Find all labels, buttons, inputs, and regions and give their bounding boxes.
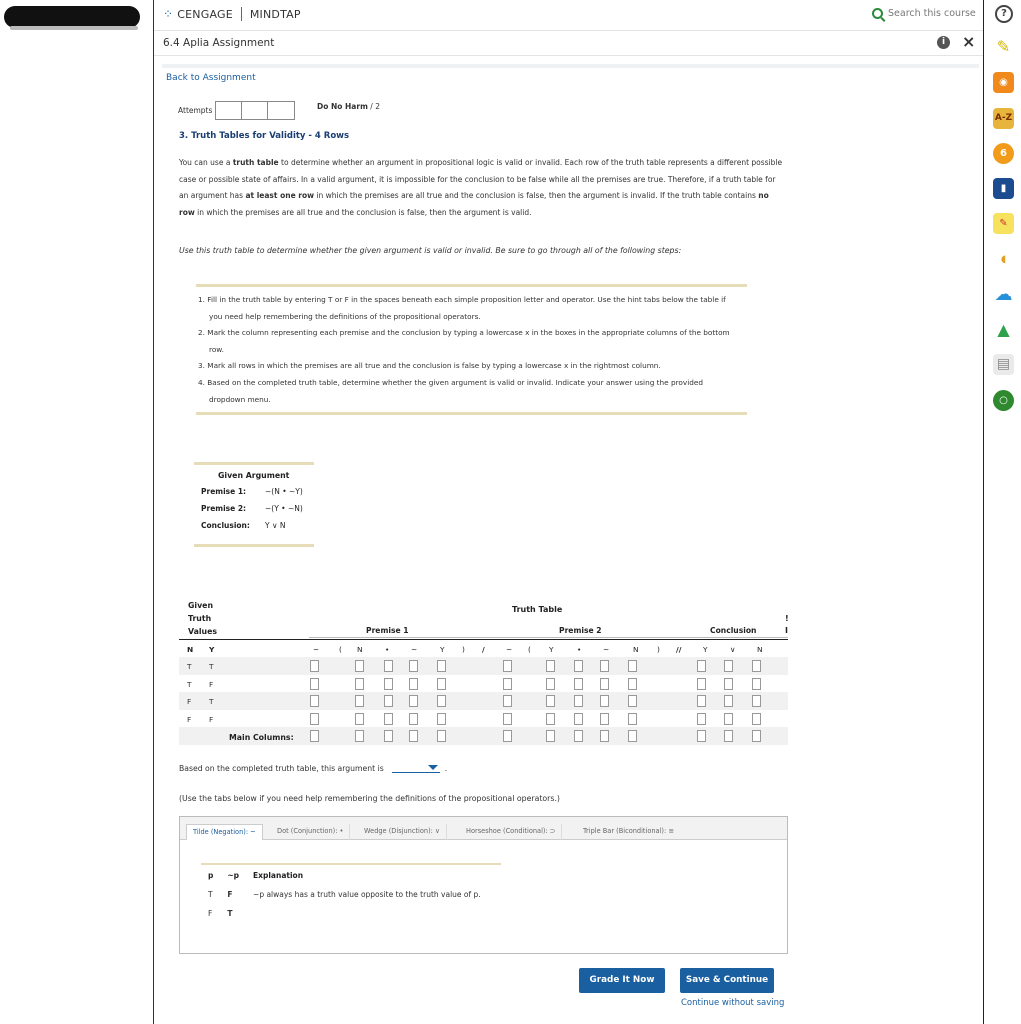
search-course[interactable]: [872, 8, 976, 19]
message-icon[interactable]: ▤: [993, 354, 1014, 375]
redacted-bar-shadow: [10, 26, 138, 30]
truth-value-input[interactable]: [409, 713, 418, 725]
hint-intro: (Use the tabs below if you need help remembering the definitions of the propositional operators.): [179, 794, 560, 803]
score-value: / 2: [370, 102, 380, 111]
truth-value-input[interactable]: [752, 678, 761, 690]
info-icon[interactable]: i: [937, 36, 950, 49]
answer-prompt: Based on the completed truth table, this argument is: [179, 763, 384, 773]
continue-without-saving-link[interactable]: Continue without saving: [681, 998, 785, 1008]
left-panel: [0, 0, 154, 1024]
brand-name: CENGAGE: [177, 7, 233, 21]
truth-value-input[interactable]: [503, 730, 512, 742]
operator-symbol: ∨: [730, 645, 736, 654]
operator-symbol: •: [385, 645, 390, 654]
logo-separator: [241, 7, 242, 21]
operator-symbol: N: [357, 645, 363, 654]
question-title: 3. Truth Tables for Validity - 4 Rows: [179, 131, 350, 141]
header-rule: [309, 637, 788, 638]
truth-value-input[interactable]: [437, 695, 446, 707]
truth-value-input[interactable]: [384, 695, 393, 707]
truth-value-input[interactable]: [355, 730, 364, 742]
given-truth-values-header: Given Truth Values: [188, 601, 218, 636]
truth-value-input[interactable]: [409, 695, 418, 707]
truth-value-input[interactable]: [437, 713, 446, 725]
operator-symbol: ): [657, 645, 660, 654]
assignment-content: [154, 68, 983, 1024]
grade-it-now-button[interactable]: Grade It Now: [579, 968, 665, 993]
truth-value-input[interactable]: [600, 730, 609, 742]
premise1-header: Premise 1: [366, 626, 409, 635]
truth-value-input[interactable]: [574, 730, 583, 742]
truth-value-input[interactable]: [600, 660, 609, 672]
attempts: [178, 101, 295, 120]
truth-value-input[interactable]: [724, 713, 733, 725]
truth-value-input[interactable]: [724, 678, 733, 690]
operator-symbol: (: [528, 645, 531, 654]
given-row: Conclusion: Y ∨ N: [201, 521, 286, 530]
right-edge-marks: ! I: [785, 614, 789, 635]
search-icon: [872, 8, 883, 19]
validity-dropdown[interactable]: [392, 763, 440, 773]
hint-tabs: [180, 817, 787, 840]
truth-value-input[interactable]: [384, 713, 393, 725]
truth-value-input[interactable]: [409, 660, 418, 672]
truth-value-input[interactable]: [600, 678, 609, 690]
assignment-title: 6.4 Aplia Assignment: [163, 37, 275, 49]
answer-line: [179, 763, 447, 773]
given-argument-heading: Given Argument: [218, 471, 290, 480]
truth-table-title: Truth Table: [512, 605, 563, 614]
step-item: 1. Fill in the truth table by entering T or F in the spaces beneath each simple proposition letter and operator. Use the hint tabs below the table if you need help remembering the definitions of the propositional operators.: [198, 295, 726, 321]
table-row: [179, 675, 788, 693]
truth-value-input[interactable]: [384, 678, 393, 690]
back-to-assignment-link[interactable]: Back to Assignment: [166, 73, 256, 83]
premise2-header: Premise 2: [559, 626, 602, 635]
app-dock: [983, 0, 1021, 1024]
truth-value-input[interactable]: [546, 695, 555, 707]
number-6-icon[interactable]: 6: [993, 143, 1014, 164]
hint-table: [201, 863, 501, 924]
tab-triple-bar[interactable]: Triple Bar (Biconditional): ≡: [583, 827, 674, 835]
truth-value-input[interactable]: [546, 660, 555, 672]
given-value-y: F: [209, 714, 214, 724]
answer-period: .: [444, 763, 448, 773]
truth-value-input[interactable]: [355, 660, 364, 672]
given-row: Premise 2: ~(Y • ~N): [201, 504, 303, 513]
truth-value-input[interactable]: [310, 713, 319, 725]
given-row: Premise 1: ~(N • ~Y): [201, 487, 303, 496]
truth-value-input[interactable]: [628, 730, 637, 742]
hint-row: T F ~p always has a truth value opposite to the truth value of p.: [208, 890, 481, 899]
circle-app-icon[interactable]: ○: [993, 390, 1014, 411]
truth-value-input[interactable]: [574, 713, 583, 725]
truth-value-input[interactable]: [546, 730, 555, 742]
truth-value-input[interactable]: [574, 678, 583, 690]
cengage-logo[interactable]: [163, 7, 301, 21]
given-argument: [194, 462, 314, 547]
score: [317, 102, 380, 111]
operator-symbol: •: [577, 645, 582, 654]
truth-value-input[interactable]: [724, 660, 733, 672]
truth-value-input[interactable]: [503, 713, 512, 725]
truth-value-input[interactable]: [310, 730, 319, 742]
step-item: 4. Based on the completed truth table, determine whether the given argument is valid or invalid. Indicate your answer using the provided dropdown menu.: [198, 377, 703, 404]
operator-symbol: ): [462, 645, 465, 654]
truth-value-input[interactable]: [503, 660, 512, 672]
truth-value-input[interactable]: [310, 660, 319, 672]
main-columns-row: [179, 727, 788, 745]
help-icon[interactable]: ?: [995, 5, 1013, 23]
truth-value-input[interactable]: [628, 678, 637, 690]
attempts-boxes: [215, 101, 295, 120]
truth-value-input[interactable]: [355, 678, 364, 690]
main-columns-label: Main Columns:: [229, 733, 294, 742]
assignment-title-bar: [154, 30, 983, 56]
audio-icon[interactable]: ◖: [993, 249, 1014, 270]
hint-col-not-p: ~p: [227, 871, 240, 880]
truth-value-input[interactable]: [355, 713, 364, 725]
operator-symbol: ~: [603, 645, 610, 654]
attempts-label: Attempts: [178, 106, 213, 115]
hint-row: F T: [208, 909, 233, 918]
operator-symbol: Y: [440, 645, 445, 654]
truth-value-input[interactable]: [574, 695, 583, 707]
operator-symbol: N: [757, 645, 763, 654]
truth-value-input[interactable]: [546, 713, 555, 725]
save-continue-button[interactable]: Save & Continue: [680, 968, 774, 993]
truth-value-input[interactable]: [437, 730, 446, 742]
truth-value-input[interactable]: [600, 713, 609, 725]
operator-symbol: ~: [411, 645, 418, 654]
operator-symbol: Y: [549, 645, 554, 654]
table-row: [179, 657, 788, 675]
truth-value-input[interactable]: [546, 678, 555, 690]
hint-col-explanation: Explanation: [253, 871, 304, 880]
given-value-n: F: [187, 697, 192, 706]
hint-col-p: p: [208, 871, 214, 880]
truth-value-input[interactable]: [752, 695, 761, 707]
instruction: Use this truth table to determine whether the given argument is valid or invalid. Be sure to go through all of the following steps:: [179, 246, 682, 255]
truth-value-input[interactable]: [503, 678, 512, 690]
truth-value-input[interactable]: [355, 695, 364, 707]
truth-value-input[interactable]: [697, 713, 706, 725]
truth-value-input[interactable]: [600, 695, 609, 707]
var-header-n: N: [187, 645, 194, 654]
symbol-row: [179, 639, 788, 657]
truth-value-input[interactable]: [310, 695, 319, 707]
hint-tab-panel: [179, 816, 788, 954]
drive-icon[interactable]: ▲: [993, 319, 1014, 340]
attempt-box: [216, 102, 242, 119]
truth-value-input[interactable]: [724, 695, 733, 707]
cengage-dots-icon: ⁘: [163, 7, 174, 21]
operator-symbol: ~: [313, 645, 320, 654]
tab-dot[interactable]: Dot (Conjunction): •: [271, 824, 350, 840]
truth-value-input[interactable]: [697, 660, 706, 672]
given-value-y: T: [209, 697, 214, 706]
cloud-icon[interactable]: ☁: [994, 284, 1013, 305]
book-icon[interactable]: ▮: [993, 178, 1014, 199]
given-value-n: T: [187, 662, 192, 671]
a-z-icon[interactable]: A-Z: [993, 108, 1014, 129]
truth-value-input[interactable]: [409, 678, 418, 690]
top-bar: [154, 0, 983, 30]
notes-icon[interactable]: ✎: [993, 213, 1014, 234]
close-icon[interactable]: ×: [962, 32, 976, 51]
given-value-y: T: [209, 662, 214, 671]
truth-value-input[interactable]: [628, 695, 637, 707]
truth-value-input[interactable]: [384, 660, 393, 672]
operator-symbol: /: [482, 645, 485, 654]
product-name: MINDTAP: [249, 7, 301, 21]
given-value-y: F: [209, 679, 214, 689]
truth-value-input[interactable]: [697, 730, 706, 742]
truth-value-input[interactable]: [384, 730, 393, 742]
redacted-bar: [4, 6, 140, 28]
truth-value-input[interactable]: [697, 695, 706, 707]
rss-icon[interactable]: ◉: [993, 72, 1014, 93]
truth-value-input[interactable]: [697, 678, 706, 690]
step-item: 2. Mark the column representing each premise and the conclusion by typing a lowercase x in the boxes in the appropriate columns of the bottom row.: [198, 328, 730, 354]
operator-symbol: N: [633, 645, 639, 654]
truth-value-input[interactable]: [574, 660, 583, 672]
truth-value-input[interactable]: [724, 730, 733, 742]
operator-symbol: //: [676, 645, 682, 654]
table-row: [179, 710, 788, 728]
given-value-n: F: [187, 714, 192, 724]
tab-tilde[interactable]: Tilde (Negation): ~: [186, 824, 263, 840]
steps-list: [196, 284, 747, 415]
attempt-box: [242, 102, 268, 119]
score-label: Do No Harm: [317, 102, 368, 111]
operator-symbol: Y: [703, 645, 708, 654]
attempt-box: [268, 102, 294, 119]
truth-value-input[interactable]: [752, 730, 761, 742]
tab-wedge[interactable]: Wedge (Disjunction): ∨: [358, 824, 447, 840]
truth-value-input[interactable]: [752, 660, 761, 672]
operator-symbol: (: [339, 645, 342, 654]
given-value-n: T: [187, 679, 192, 689]
truth-value-input[interactable]: [628, 660, 637, 672]
intro-paragraph: You can use a truth table to determine whether an argument in propositional logic is valid or invalid. Each row of the truth table represents a different possible case or possible state of affairs. In a valid argument, it is impossible for the conclusion to be false while all the premises are true. Therefore, if a truth table for an argument has at least one row in which the premises are all true and the conclusion is false, then the argument is invalid. If the truth table contains no row in which the premises are all true and the conclusion is false, then the argument is valid.: [179, 158, 783, 217]
truth-value-input[interactable]: [628, 713, 637, 725]
step-item: 3. Mark all rows in which the premises are all true and the conclusion is false by typing a lowercase x in the rightmost column.: [198, 361, 661, 371]
conclusion-header: Conclusion: [710, 626, 757, 635]
truth-value-input[interactable]: [503, 695, 512, 707]
truth-value-input[interactable]: [310, 678, 319, 690]
truth-value-input[interactable]: [437, 678, 446, 690]
pencil-icon[interactable]: ✎: [993, 36, 1014, 57]
search-placeholder: Search this course: [888, 8, 976, 19]
table-row: [179, 692, 788, 710]
truth-value-input[interactable]: [409, 730, 418, 742]
operator-symbol: ~: [506, 645, 513, 654]
truth-value-input[interactable]: [752, 713, 761, 725]
truth-value-input[interactable]: [437, 660, 446, 672]
var-header-y: Y: [209, 645, 215, 654]
tab-horseshoe[interactable]: Horseshoe (Conditional): ⊃: [460, 824, 562, 840]
